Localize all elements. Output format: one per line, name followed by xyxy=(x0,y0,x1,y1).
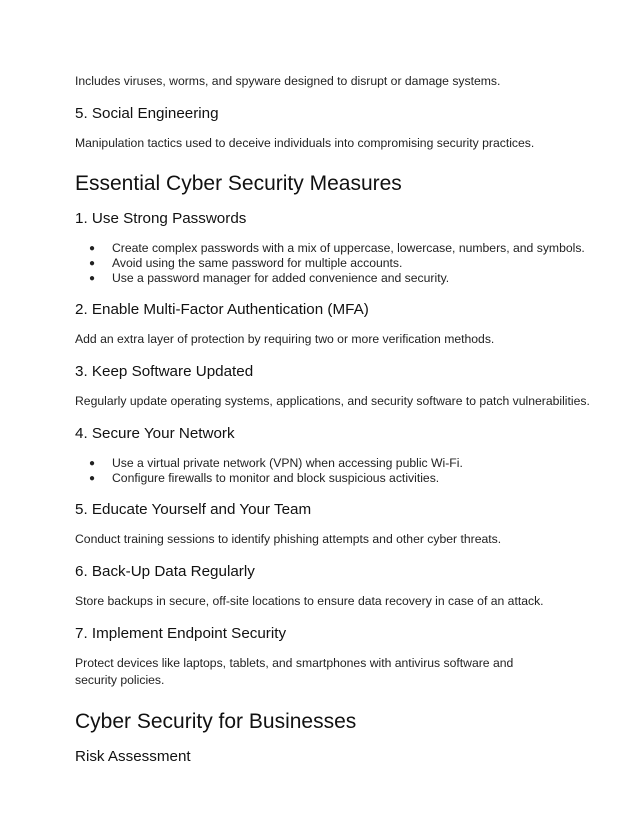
backup-text: Store backups in secure, off-site locations to ensure data recovery in case of an attack. xyxy=(75,594,544,608)
bullet-icon: ● xyxy=(89,273,96,284)
list-item-text: Configure firewalls to monitor and block suspicious activities. xyxy=(112,471,440,485)
endpoint-text: Protect devices like laptops, tablets, and smartphones with antivirus software and security policies. xyxy=(75,656,514,687)
educate-text: Conduct training sessions to identify phishing attempts and other cyber threats. xyxy=(75,532,502,546)
bullet-icon: ● xyxy=(89,258,96,269)
secure-network-list xyxy=(75,456,598,486)
intro-paragraph: Includes viruses, worms, and spyware designed to disrupt or damage systems. xyxy=(75,74,501,88)
strong-passwords-list xyxy=(75,241,598,286)
section-title-businesses: Cyber Security for Businesses xyxy=(75,710,357,733)
heading-software-updated: 3. Keep Software Updated xyxy=(75,363,254,380)
list-item-text: Use a virtual private network (VPN) when accessing public Wi-Fi. xyxy=(112,456,463,470)
list-item xyxy=(75,456,598,471)
heading-backup: 6. Back-Up Data Regularly xyxy=(75,563,255,580)
heading-mfa: 2. Enable Multi-Factor Authentication (MFA) xyxy=(75,301,369,318)
bullet-icon: ● xyxy=(89,243,96,254)
heading-strong-passwords: 1. Use Strong Passwords xyxy=(75,210,247,227)
list-item xyxy=(75,271,598,286)
bullet-icon: ● xyxy=(89,473,96,484)
list-item xyxy=(75,241,598,256)
mfa-text: Add an extra layer of protection by requiring two or more verification methods. xyxy=(75,332,495,346)
list-item-text: Use a password manager for added convenience and security. xyxy=(112,271,450,285)
list-item-text: Avoid using the same password for multiple accounts. xyxy=(112,256,403,270)
heading-endpoint: 7. Implement Endpoint Security xyxy=(75,625,287,642)
list-item-text: Create complex passwords with a mix of uppercase, lowercase, numbers, and symbols. xyxy=(112,241,585,255)
heading-secure-network: 4. Secure Your Network xyxy=(75,425,235,442)
list-item xyxy=(75,471,598,486)
heading-risk-assessment: Risk Assessment xyxy=(75,748,191,765)
social-engineering-text: Manipulation tactics used to deceive individuals into compromising security practices. xyxy=(75,136,535,150)
heading-social-engineering: 5. Social Engineering xyxy=(75,105,219,122)
bullet-icon: ● xyxy=(89,458,96,469)
software-updated-text: Regularly update operating systems, applications, and security software to patch vulnerabilities. xyxy=(75,394,590,408)
list-item xyxy=(75,256,598,271)
section-title-measures: Essential Cyber Security Measures xyxy=(75,172,402,195)
heading-educate: 5. Educate Yourself and Your Team xyxy=(75,501,312,518)
